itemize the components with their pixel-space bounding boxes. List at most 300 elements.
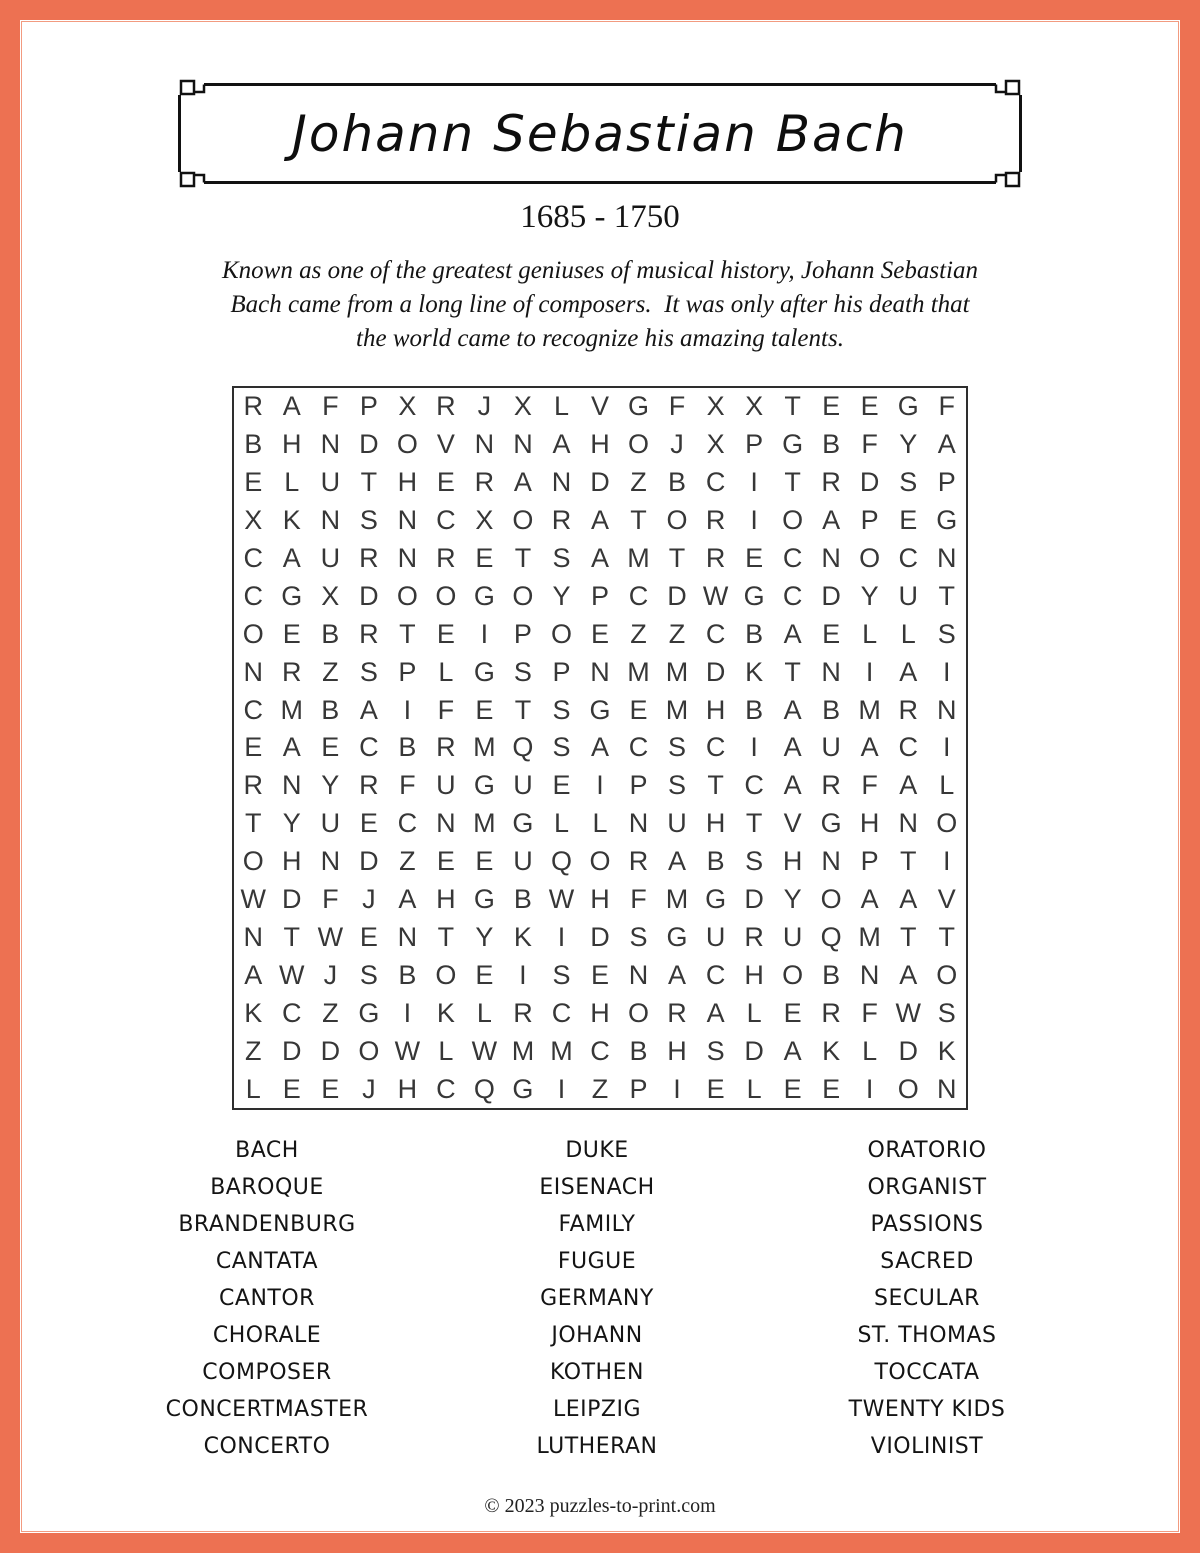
grid-letter: Z xyxy=(322,656,339,687)
title-frame xyxy=(178,83,1022,184)
grid-letter: F xyxy=(322,391,339,422)
grid-letter: R xyxy=(513,997,533,1028)
grid-letter: A xyxy=(783,732,802,763)
grid-letter: I xyxy=(865,656,874,687)
grid-letter: Q xyxy=(512,732,534,763)
grid-letter: P xyxy=(860,846,879,877)
grid-letter: M xyxy=(858,921,881,952)
grid-letter: Y xyxy=(860,580,879,611)
word-item: SACRED xyxy=(880,1249,974,1274)
grid-letter: N xyxy=(936,1073,957,1104)
grid-letter: I xyxy=(519,959,527,990)
grid-letter: E xyxy=(552,770,571,801)
grid-letter: G xyxy=(936,505,958,536)
grid-letter: M xyxy=(511,1035,535,1066)
grid-letter: E xyxy=(783,997,802,1028)
grid-letter: M xyxy=(473,732,496,763)
grid-letter: Z xyxy=(630,467,647,498)
grid-letter: C xyxy=(282,997,302,1028)
grid-letter: O xyxy=(859,543,881,574)
word-item: ST. THOMAS xyxy=(857,1323,997,1348)
grid-letter: G xyxy=(782,429,804,460)
grid-letter: N xyxy=(513,429,533,460)
word-item: KOTHEN xyxy=(550,1360,644,1385)
word-item: SECULAR xyxy=(874,1286,980,1311)
grid-letter: N xyxy=(397,921,418,952)
grid-letter: S xyxy=(668,770,687,801)
grid-letter: A xyxy=(899,770,918,801)
grid-letter: C xyxy=(705,467,726,498)
grid-letter: R xyxy=(436,543,456,574)
grid-letter: H xyxy=(590,997,610,1028)
grid-letter: W xyxy=(279,959,305,990)
grid-letter: A xyxy=(359,694,378,725)
grid-letter: D xyxy=(705,656,726,687)
word-item: BAROQUE xyxy=(210,1175,324,1200)
grid-letter: L xyxy=(939,770,955,801)
grid-letter: X xyxy=(475,505,494,536)
grid-letter: B xyxy=(745,694,764,725)
grid-letter: P xyxy=(629,770,648,801)
grid-letter: Y xyxy=(475,921,494,952)
grid-letter: S xyxy=(629,921,648,952)
grid-letter: D xyxy=(898,1035,918,1066)
word-item: FUGUE xyxy=(557,1249,637,1274)
grid-letter: B xyxy=(321,694,340,725)
grid-letter: O xyxy=(936,959,958,990)
word-list-column xyxy=(102,1132,432,1465)
grid-letter: E xyxy=(436,846,455,877)
word-item: LEIPZIG xyxy=(552,1397,642,1422)
grid-letter: B xyxy=(398,959,417,990)
grid-letter: D xyxy=(590,921,610,952)
grid-letter: N xyxy=(898,808,918,839)
grid-letter: X xyxy=(745,391,764,422)
grid-letter: E xyxy=(745,543,764,574)
grid-letter: E xyxy=(475,959,494,990)
grid-letter: N xyxy=(821,656,841,687)
word-item: COMPOSER xyxy=(202,1360,332,1385)
grid-letter: U xyxy=(782,921,803,952)
grid-letter: L xyxy=(245,1073,261,1104)
grid-letter: V xyxy=(937,884,956,915)
grid-letter: L xyxy=(438,656,454,687)
grid-letter: Q xyxy=(550,846,572,877)
grid-letter: E xyxy=(629,694,648,725)
grid-letter: T xyxy=(707,770,724,801)
grid-letter: X xyxy=(398,391,417,422)
word-search-grid xyxy=(232,386,968,1110)
grid-letter: T xyxy=(784,391,801,422)
grid-letter: W xyxy=(702,580,729,611)
grid-letter: P xyxy=(860,505,879,536)
grid-letter: O xyxy=(512,505,534,536)
grid-letter: I xyxy=(557,1073,566,1104)
grid-letter: I xyxy=(673,1073,681,1104)
grid-letter: I xyxy=(750,732,758,763)
grid-letter: Q xyxy=(820,921,842,952)
grid-letter: H xyxy=(744,959,764,990)
grid-letter: I xyxy=(942,732,951,763)
grid-letter: N xyxy=(551,467,572,498)
grid-letter: B xyxy=(822,429,841,460)
grid-letter: R xyxy=(705,543,726,574)
grid-letter: G xyxy=(358,997,380,1028)
grid-letter: L xyxy=(746,1073,762,1104)
grid-letter: T xyxy=(938,580,955,611)
grid-letter: N xyxy=(821,543,841,574)
grid-letter: O xyxy=(435,580,457,611)
grid-letter: Y xyxy=(783,884,802,915)
grid-letter: N xyxy=(859,959,880,990)
description-line: the world came to recognize his amazing talents. xyxy=(356,325,844,352)
grid-letter: P xyxy=(398,656,417,687)
grid-letter: C xyxy=(705,959,726,990)
grid-letter: W xyxy=(471,1035,498,1066)
grid-letter: G xyxy=(820,808,842,839)
grid-letter: S xyxy=(899,467,918,498)
word-list xyxy=(102,1132,1092,1465)
grid-letter: T xyxy=(399,618,416,649)
grid-letter: G xyxy=(666,921,688,952)
grid-letter: X xyxy=(706,391,725,422)
grid-letter: R xyxy=(359,618,379,649)
grid-letter: R xyxy=(474,467,495,498)
grid-letter: C xyxy=(436,505,456,536)
grid-letter: G xyxy=(473,884,495,915)
word-item: GERMANY xyxy=(540,1286,654,1311)
grid-letter: C xyxy=(397,808,418,839)
grid-letter: C xyxy=(628,732,649,763)
grid-letter: A xyxy=(899,884,918,915)
grid-letter: E xyxy=(783,1073,802,1104)
grid-letter: T xyxy=(283,921,301,952)
grid-letter: L xyxy=(553,391,569,422)
grid-letter: V xyxy=(590,391,609,422)
grid-letter: L xyxy=(438,1035,454,1066)
footer-credit: © 2023 puzzles-to-print.com xyxy=(484,1495,716,1517)
grid-letter: A xyxy=(552,429,571,460)
grid-letter: M xyxy=(665,656,689,687)
grid-letter: E xyxy=(282,618,301,649)
grid-letter: B xyxy=(513,884,532,915)
word-item: FAMILY xyxy=(558,1212,636,1237)
grid-letter: H xyxy=(397,1073,418,1104)
grid-letter: A xyxy=(513,467,532,498)
grid-letter: E xyxy=(244,467,263,498)
grid-letter: C xyxy=(590,1035,610,1066)
grid-letter: F xyxy=(938,391,955,422)
grid-letter: P xyxy=(629,1073,648,1104)
word-item: TOCCATA xyxy=(874,1360,980,1385)
grid-letter: J xyxy=(323,959,338,990)
grid-letter: M xyxy=(627,656,650,687)
grid-letter: I xyxy=(750,467,758,498)
grid-letter: U xyxy=(513,770,533,801)
grid-letter: Y xyxy=(899,429,918,460)
grid-letter: E xyxy=(860,391,879,422)
grid-letter: R xyxy=(628,846,649,877)
grid-letter: B xyxy=(745,618,764,649)
grid-letter: L xyxy=(553,808,569,839)
grid-letter: P xyxy=(552,656,571,687)
grid-letter: Z xyxy=(245,1035,262,1066)
grid-letter: D xyxy=(821,580,841,611)
grid-letter: M xyxy=(858,694,881,725)
grid-letter: E xyxy=(359,808,378,839)
grid-letter: A xyxy=(860,884,879,915)
grid-letter: T xyxy=(514,543,532,574)
grid-letter: A xyxy=(244,959,263,990)
grid-letter: D xyxy=(282,884,302,915)
grid-letter: F xyxy=(399,770,416,801)
grid-letter: O xyxy=(435,959,457,990)
word-item: CONCERTO xyxy=(203,1434,331,1459)
grid-letter: B xyxy=(244,429,263,460)
grid-letter: B xyxy=(629,1035,648,1066)
word-item: CHORALE xyxy=(212,1323,322,1348)
grid-letter: F xyxy=(861,770,878,801)
grid-letter: O xyxy=(628,429,650,460)
grid-letter: R xyxy=(821,997,841,1028)
grid-letter: G xyxy=(705,884,727,915)
grid-letter: G xyxy=(473,580,495,611)
grid-letter: X xyxy=(244,505,263,536)
grid-letter: J xyxy=(477,391,492,422)
grid-letter: N xyxy=(628,959,649,990)
grid-letter: S xyxy=(359,505,378,536)
grid-letter: K xyxy=(937,1035,956,1066)
word-item: JOHANN xyxy=(551,1323,643,1348)
grid-letter: A xyxy=(783,1035,802,1066)
grid-letter: A xyxy=(783,618,802,649)
grid-letter: S xyxy=(552,694,571,725)
grid-letter: B xyxy=(706,846,725,877)
grid-letter: C xyxy=(243,580,263,611)
grid-letter: F xyxy=(861,997,878,1028)
grid-letter: K xyxy=(822,1035,841,1066)
grid-letter: A xyxy=(398,884,417,915)
grid-letter: J xyxy=(362,884,376,915)
grid-letter: R xyxy=(898,694,918,725)
grid-letter: N xyxy=(320,505,341,536)
grid-letter: H xyxy=(282,429,302,460)
grid-letter: I xyxy=(403,694,412,725)
years-label: 1685 - 1750 xyxy=(520,199,680,235)
grid-letter: W xyxy=(317,921,344,952)
page-title: Johann Sebastian Bach xyxy=(292,104,908,163)
word-item: BACH xyxy=(235,1138,299,1163)
word-item: PASSIONS xyxy=(870,1212,984,1237)
grid-letter: L xyxy=(592,808,608,839)
word-item: DUKE xyxy=(565,1138,629,1163)
grid-letter: E xyxy=(475,543,494,574)
grid-letter: H xyxy=(782,846,803,877)
grid-letter: R xyxy=(705,505,726,536)
grid-letter: E xyxy=(436,618,455,649)
grid-letter: N xyxy=(474,429,495,460)
grid-letter: E xyxy=(822,618,841,649)
grid-letter: U xyxy=(898,580,918,611)
grid-letter: U xyxy=(320,543,341,574)
grid-letter: M xyxy=(473,808,496,839)
grid-letter: D xyxy=(282,1035,302,1066)
grid-letter: O xyxy=(666,505,688,536)
grid-letter: F xyxy=(322,884,339,915)
grid-letter: T xyxy=(938,921,955,952)
grid-letter: S xyxy=(937,618,956,649)
grid-letter: I xyxy=(865,1073,874,1104)
grid-letter: X xyxy=(706,429,725,460)
grid-letter: F xyxy=(861,429,878,460)
grid-letter: D xyxy=(744,884,764,915)
grid-letter: A xyxy=(822,505,841,536)
word-item: BRANDENBURG xyxy=(178,1212,356,1237)
grid-letter: M xyxy=(627,543,650,574)
grid-letter: O xyxy=(628,997,650,1028)
grid-letter: H xyxy=(590,429,610,460)
grid-letter: T xyxy=(784,467,801,498)
grid-letter: R xyxy=(243,770,263,801)
grid-letter: W xyxy=(548,884,575,915)
grid-letter: B xyxy=(822,959,841,990)
grid-letter: B xyxy=(321,618,340,649)
grid-letter: K xyxy=(282,505,301,536)
grid-letter: H xyxy=(590,884,610,915)
grid-letter: R xyxy=(667,997,687,1028)
grid-letter: N xyxy=(320,846,341,877)
grid-letter: B xyxy=(668,467,687,498)
grid-letter: C xyxy=(705,618,726,649)
word-list-column xyxy=(762,1132,1092,1465)
grid-letter: E xyxy=(822,1073,841,1104)
grid-letter: D xyxy=(320,1035,341,1066)
grid-letter: U xyxy=(436,770,456,801)
grid-letter: P xyxy=(937,467,956,498)
description xyxy=(20,254,1180,356)
grid-letter: H xyxy=(282,846,302,877)
grid-letter: A xyxy=(668,959,687,990)
grid-letter: M xyxy=(665,694,689,725)
grid-letter: U xyxy=(821,732,841,763)
grid-letter: O xyxy=(589,846,611,877)
grid-letter: A xyxy=(282,391,301,422)
grid-letter: T xyxy=(360,467,378,498)
grid-letter: O xyxy=(782,505,804,536)
grid-letter: Z xyxy=(591,1073,609,1104)
grid-letter: C xyxy=(628,580,649,611)
grid-letter: S xyxy=(552,732,571,763)
grid-letter: M xyxy=(550,1035,573,1066)
grid-letter: N xyxy=(936,543,957,574)
word-item: VIOLINIST xyxy=(870,1434,984,1459)
grid-letter: R xyxy=(282,656,302,687)
grid-letter: N xyxy=(628,808,649,839)
grid-letter: S xyxy=(552,959,571,990)
grid-letter: D xyxy=(359,580,379,611)
grid-letter: I xyxy=(750,505,758,536)
grid-letter: O xyxy=(550,618,572,649)
grid-letter: B xyxy=(822,694,841,725)
grid-letter: E xyxy=(321,1073,340,1104)
grid-letter: O xyxy=(897,1073,919,1104)
grid-letter: T xyxy=(437,921,455,952)
description-line: Known as one of the greatest geniuses of musical history, Johann Sebastian xyxy=(222,257,978,284)
grid-letter: N xyxy=(243,921,263,952)
grid-letter: C xyxy=(551,997,572,1028)
grid-letter: A xyxy=(783,694,802,725)
grid-letter: E xyxy=(321,732,340,763)
grid-letter: S xyxy=(359,959,378,990)
grid-letter: I xyxy=(942,656,951,687)
grid-letter: F xyxy=(437,694,455,725)
grid-letter: K xyxy=(436,997,455,1028)
grid-letter: F xyxy=(630,884,647,915)
word-item: CONCERTMASTER xyxy=(165,1397,369,1422)
grid-letter: N xyxy=(936,694,957,725)
word-item: ORGANIST xyxy=(867,1175,987,1200)
grid-letter: S xyxy=(745,846,764,877)
grid-letter: N xyxy=(282,770,302,801)
grid-letter: A xyxy=(706,997,725,1028)
description-line: Bach came from a long line of composers. It was only after his death that xyxy=(230,291,970,318)
grid-letter: K xyxy=(244,997,263,1028)
grid-letter: A xyxy=(590,732,609,763)
grid-letter: E xyxy=(590,959,609,990)
grid-letter: S xyxy=(552,543,571,574)
grid-letter: J xyxy=(670,429,684,460)
grid-letter: G xyxy=(743,580,765,611)
grid-letter: A xyxy=(282,543,301,574)
grid-letter: H xyxy=(859,808,880,839)
grid-letter: O xyxy=(782,959,804,990)
grid-letter: O xyxy=(512,580,534,611)
grid-letter: R xyxy=(436,732,456,763)
grid-letter: R xyxy=(243,391,263,422)
grid-letter: E xyxy=(899,505,918,536)
grid-letter: M xyxy=(665,884,689,915)
grid-letter: L xyxy=(862,618,878,649)
grid-letter: E xyxy=(436,467,455,498)
grid-letter: Q xyxy=(473,1073,495,1104)
word-item: EISENACH xyxy=(539,1175,655,1200)
grid-letter: T xyxy=(630,505,647,536)
grid-letter: N xyxy=(397,505,418,536)
grid-letter: C xyxy=(744,770,764,801)
grid-letter: P xyxy=(359,391,378,422)
grid-letter: A xyxy=(783,770,802,801)
grid-letter: E xyxy=(244,732,263,763)
grid-letter: L xyxy=(900,618,916,649)
grid-letter: G xyxy=(512,1073,534,1104)
grid-letter: H xyxy=(705,694,726,725)
grid-letter: K xyxy=(745,656,764,687)
grid-letter: V xyxy=(783,808,802,839)
grid-letter: P xyxy=(745,429,764,460)
word-item: TWENTY KIDS xyxy=(848,1397,1006,1422)
grid-letter: N xyxy=(397,543,418,574)
grid-letter: U xyxy=(513,846,533,877)
grid-letter: D xyxy=(359,846,379,877)
grid-letter: L xyxy=(746,997,762,1028)
grid-letter: C xyxy=(705,732,726,763)
grid-letter: S xyxy=(706,1035,725,1066)
grid-letter: H xyxy=(705,808,726,839)
word-item: LUTHERAN xyxy=(536,1434,658,1459)
grid-letter: O xyxy=(358,1035,380,1066)
grid-letter: E xyxy=(822,391,841,422)
word-item: CANTATA xyxy=(215,1249,319,1274)
